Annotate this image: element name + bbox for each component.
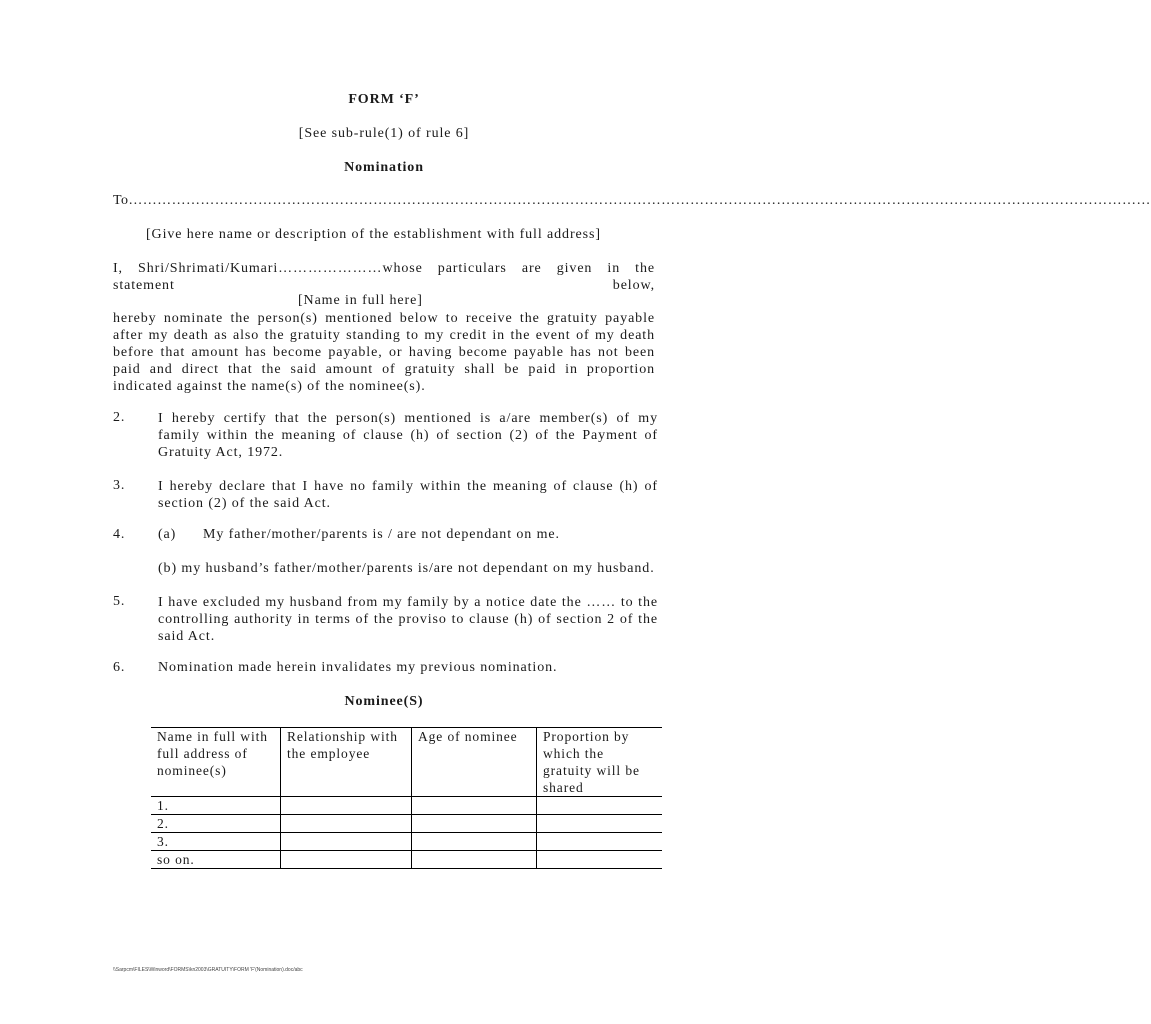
item-4b-text: (b) my husband’s father/mother/parents is/are not dependant on my husband. xyxy=(158,561,655,576)
age-cell xyxy=(412,815,537,833)
age-cell xyxy=(412,833,537,851)
relationship-cell xyxy=(281,833,412,851)
proportion-cell xyxy=(537,815,663,833)
age-cell xyxy=(412,797,537,815)
nomination-body: hereby nominate the person(s) mentioned below to receive the gratuity payable after my death as also the gratuity standing to my credit in the event of my death before that amount has become payable, or having become payable has not been paid and direct that the said amount of gratuity shall be paid in proportion indicated against the name(s) of the nominee(s). xyxy=(113,311,655,394)
age-cell xyxy=(412,851,537,869)
column-header-proportion: Proportion by which the gratuity will be shared xyxy=(537,728,663,797)
establishment-instruction: [Give here name or description of the establishment with full address] xyxy=(146,227,601,242)
relationship-cell xyxy=(281,851,412,869)
proportion-cell xyxy=(537,797,663,815)
proportion-cell xyxy=(537,833,663,851)
item-4a-text: My father/mother/parents is / are not dependant on me. xyxy=(203,527,560,542)
table-row xyxy=(151,851,662,869)
form-title: FORM ‘F’ xyxy=(348,92,420,107)
row-number-cell: 3. xyxy=(151,833,281,851)
table-header-row xyxy=(151,728,662,797)
table-row xyxy=(151,833,662,851)
item-3-number: 3. xyxy=(113,478,126,493)
relationship-cell xyxy=(281,815,412,833)
row-number-cell: so on. xyxy=(151,851,281,869)
declarant-intro xyxy=(113,260,655,294)
item-5-text: I have excluded my husband from my family by a notice date the …… to the controlling authority in terms of the proviso to clause (h) of section 2 of the said Act. xyxy=(158,595,658,644)
item-3-text: I hereby declare that I have no family within the meaning of clause (h) of section (2) of the said Act. xyxy=(158,479,658,511)
file-path-footer: \\Sarpcm\FILES\Winword\FORMS\kn2003\GRATUITY\FORM 'F'(Nomination).doc/abc xyxy=(113,967,303,973)
item-6-text: Nomination made herein invalidates my previous nomination. xyxy=(158,660,558,675)
row-number-cell: 1. xyxy=(151,797,281,815)
item-6-number: 6. xyxy=(113,660,126,675)
item-4a-label: (a) xyxy=(158,527,177,542)
proportion-cell xyxy=(537,851,663,869)
declarant-intro-text: I, Shri/Shrimati/Kumari…………………whose particulars are given in the statement below, xyxy=(113,261,655,293)
name-in-full-note: [Name in full here] xyxy=(298,293,423,308)
nomination-heading: Nomination xyxy=(344,160,424,175)
item-5-number: 5. xyxy=(113,594,126,609)
table-row xyxy=(151,815,662,833)
relationship-cell xyxy=(281,797,412,815)
sub-rule-reference: [See sub-rule(1) of rule 6] xyxy=(298,126,470,141)
table-row xyxy=(151,797,662,815)
column-header-relationship: Relationship with the employee xyxy=(281,728,412,797)
column-header-age: Age of nominee xyxy=(412,728,537,797)
column-header-name: Name in full with full address of nominee(s) xyxy=(151,728,281,797)
item-2-number: 2. xyxy=(113,410,126,425)
row-number-cell: 2. xyxy=(151,815,281,833)
nominees-table xyxy=(151,727,662,869)
item-4-number: 4. xyxy=(113,527,126,542)
nominees-heading: Nominee(S) xyxy=(344,694,424,709)
to-line: To…………………………………………………………………………………………………………………………………………………………………………………………… xyxy=(113,193,1151,208)
item-2-text: I hereby certify that the person(s) mentioned is a/are member(s) of my family within the meaning of clause (h) of section (2) of the Payment of Gratuity Act, 1972. xyxy=(158,411,658,460)
